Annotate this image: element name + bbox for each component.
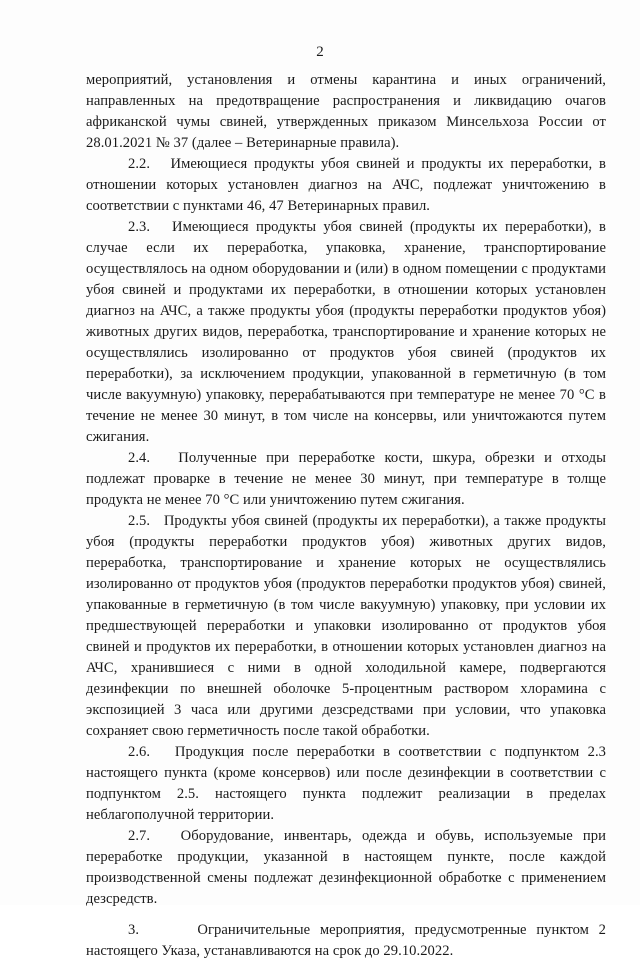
paragraph-2-4: 2.4. Полученные при переработке кости, шкура, обрезки и отходы подлежат проварке в течение не менее 30 минут, при температуре в толще продукта не менее 70 °С или уничтожению путем сжигания. — [86, 450, 606, 508]
page-number: 2 — [316, 44, 324, 60]
paragraph-2-5: 2.5. Продукты убоя свиней (продукты их переработки), а также продукты убоя (продукты переработки продуктов убоя) животных других видов, переработка, транспортирование и хранение которых не осуществлялись изолированно от продуктов убоя (продуктов переработки продуктов убоя) свиней, упакованные в герметичную (в том числе вакуумную) упаковку, при условии их предшествующей переработки и упаковки изолированно от продуктов убоя свиней и продуктов их переработки, в отношении которых установлен диагноз на АЧС, хранившиеся с ними в одной холодильной камере, подвергаются дезинфекции по внешней оболочке 5-процентным раствором хлорамина с экспозицией 3 часа или другими дезсредствами при условии, что упаковка сохраняет свою герметичность после такой обработки. — [86, 513, 606, 739]
paragraph-2-2: 2.2. Имеющиеся продукты убоя свиней и продукты их переработки, в отношении которых установлен диагноз на АЧС, подлежат уничтожению в соответствии с пунктами 46, 47 Ветеринарных правил. — [86, 156, 606, 214]
paragraph-2-3: 2.3. Имеющиеся продукты убоя свиней (продукты их переработки), в случае если их переработка, упаковка, хранение, транспортирование осуществлялось на одном оборудовании и (или) в одном помещении с продуктами убоя свиней и продуктами их переработки, в отношении которых установлен диагноз на АЧС, а также продукты убоя (продукты переработки продуктов убоя) животных других видов, переработка, транспортирование и хранение которых не осуществлялись изолированно от продуктов убоя свиней (продуктов их переработки), за исключением продукции, упакованной в герметичную (в том числе вакуумную) упаковку, перерабатываются при температуре не менее 70 °С в течение не менее 30 минут, в том числе на консервы, или уничтожаются путем сжигания. — [86, 219, 606, 445]
document-body — [86, 70, 606, 962]
paragraph-2-7: 2.7. Оборудование, инвентарь, одежда и обувь, используемые при переработке продукции, указанной в настоящем пункте, после каждой производственной смены подлежат дезинфекционной обработке с применением дезсредств. — [86, 828, 606, 907]
paragraph-2-6: 2.6. Продукция после переработки в соответствии с подпунктом 2.3 настоящего пункта (кроме консервов) или после дезинфекции в соответствии с подпунктом 2.5. настоящего пункта подлежит реализации в пределах неблагополучной территории. — [86, 744, 606, 823]
paragraph-continuation: мероприятий, установления и отмены карантина и иных ограничений, направленных на предотвращение распространения и ликвидацию очагов африканской чумы свиней, утвержденных приказом Минсельхоза России от 28.01.2021 № 37 (далее – Ветеринарные правила). — [86, 72, 606, 151]
paragraph-3: 3. Ограничительные мероприятия, предусмотренные пунктом 2 настоящего Указа, устанавливаются на срок до 29.10.2022. — [86, 922, 606, 959]
